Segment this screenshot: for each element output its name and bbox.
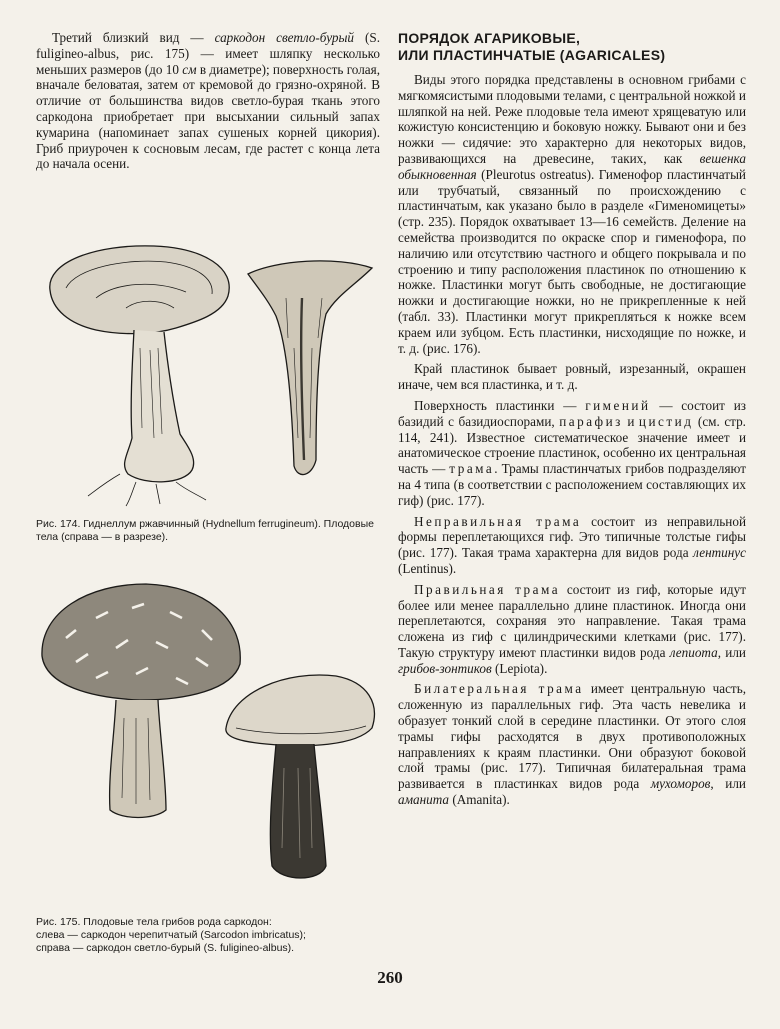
intro-paragraph: Третий близкий вид — саркодон светло-бурый (S. fuliginео-albus, рис. 175) — имеет шляпку несколько меньших размеров (до 10 см в диаметре); поверхность голая, вначале беловатая, затем от кремовой до грязно-охряной. В отличие от большинства видов светло-бурая ткань этого саркодона приобретает при высыхании сильный запах кумарина (напоминает запах сушеных корней цикория). Гриб приурочен к сосновым лесам, где растет с конца лета до начала осени. xyxy=(36,30,380,172)
section-heading xyxy=(398,30,746,64)
figure-174-illustration xyxy=(36,238,380,510)
paragraph-6: Билатеральная трама имеет центральную часть, сложенную из параллельных гиф. Эта часть невелика и образует тонкий слой в середине пластинки. От этого слоя трамы гифы расходятся в двух противоположных направлениях к краям пластинки. Они образуют боковой слой трамы (рис. 177). Типичная билатеральная трама развивается в пластинках видов рода мухоморов, или аманита (Amanita). xyxy=(398,681,747,808)
section-heading-line-1: ПОРЯДОК АГАРИКОВЫЕ, xyxy=(398,30,581,46)
figure-175-caption-line-3: справа — саркодон светло-бурый (S. fuligineo-albus). xyxy=(36,942,295,954)
sarcodon-fuligineo-albus xyxy=(226,675,375,878)
hydnellum-whole xyxy=(50,246,229,506)
paragraph-5: Правильная трама состоит из гиф, которые идут более или менее параллельно длине пластинок. Иногда они переплетаются, сохраняя это направление. Такая трама сложена из гиф с цилиндрическими клетками (рис. 177). Такую структуру имеют пластинки видов рода лепиота, или грибов-зонтиков (Lepiota). xyxy=(398,581,746,676)
figure-175-caption-line-2: слева — саркодон черепитчатый (Sarcodon imbricatus); xyxy=(36,929,306,941)
section-heading-line-2: ИЛИ ПЛАСТИНЧАТЫЕ (AGARICALES) xyxy=(398,47,666,63)
figure-175-caption-block xyxy=(36,916,380,955)
figure-175-illustration xyxy=(36,578,380,910)
figure-174-caption-block xyxy=(36,518,380,544)
paragraph-3: Поверхность пластинки — гимений — состоит из базидий с базидиоспорами, парафиз и цистид (см. стр. 114, 241). Известное систематическое значение имеет и анатомическое строение пластинок, особенно их центральная часть — трама. Трамы пластинчатых грибов подразделяют на 4 типа (в соответствии с расположением составляющих их гиф) (рис. 177). xyxy=(398,397,747,508)
paragraph-4: Неправильная трама состоит из неправильной формы переплетающихся гиф. Это типичные толстые гифы (рис. 177). Такая трама характерна для видов рода лентинус (Lentinus). xyxy=(398,513,746,576)
page-number: 260 xyxy=(377,968,403,987)
right-column xyxy=(398,30,746,813)
figure-174-caption: Рис. 174. Гиднеллум ржавчинный (Hydnellum ferrugineum). Плодовые тела (справа — в разрезе). xyxy=(36,518,374,543)
left-column xyxy=(36,30,380,177)
hydnellum-section xyxy=(248,261,372,475)
figure-175-caption-line-1: Рис. 175. Плодовые тела грибов рода саркодон: xyxy=(36,916,272,928)
sarcodon-imbricatus xyxy=(42,584,240,818)
paragraph-1: Виды этого порядка представлены в основном грибами с мягкомясистыми плодовыми телами, с центральной ножкой и шляпкой на ней. Реже плодовые тела имеют хрящеватую или кожистую консистенцию и боковую ножку. Бывают они и без ножки — сидячие: это характерно для некоторых видов, развивающихся на древесине, таких, как вешенка обыкновенная (Pleurotus ostreatus). Гименофор пластинчатый или трубчатый, связанный по происхождению с пластинчатым, как указано было в разделе «Гименомицеты» (стр. 235). Порядок охватывает 13—16 семейств. Деление на семейства производится по окраске спор и гименофора, по наличию или отсутствию частного и общего покрывала и по строению и типу расположения пластинок по отношению к ножке. Пластинки могут быть свободные, не достигающие ножки и достигающие ножки, но не прикрепленные к ней (табл. 33). Пластинки могут прикрепляться к ножке всем краем или зубцом. Есть пластинки, нисходящие по ножке, и т. д. (рис. 176). xyxy=(398,72,746,356)
paragraph-2: Край пластинок бывает ровный, изрезанный, окрашен иначе, чем вся пластинка, и т. д. xyxy=(398,361,746,393)
